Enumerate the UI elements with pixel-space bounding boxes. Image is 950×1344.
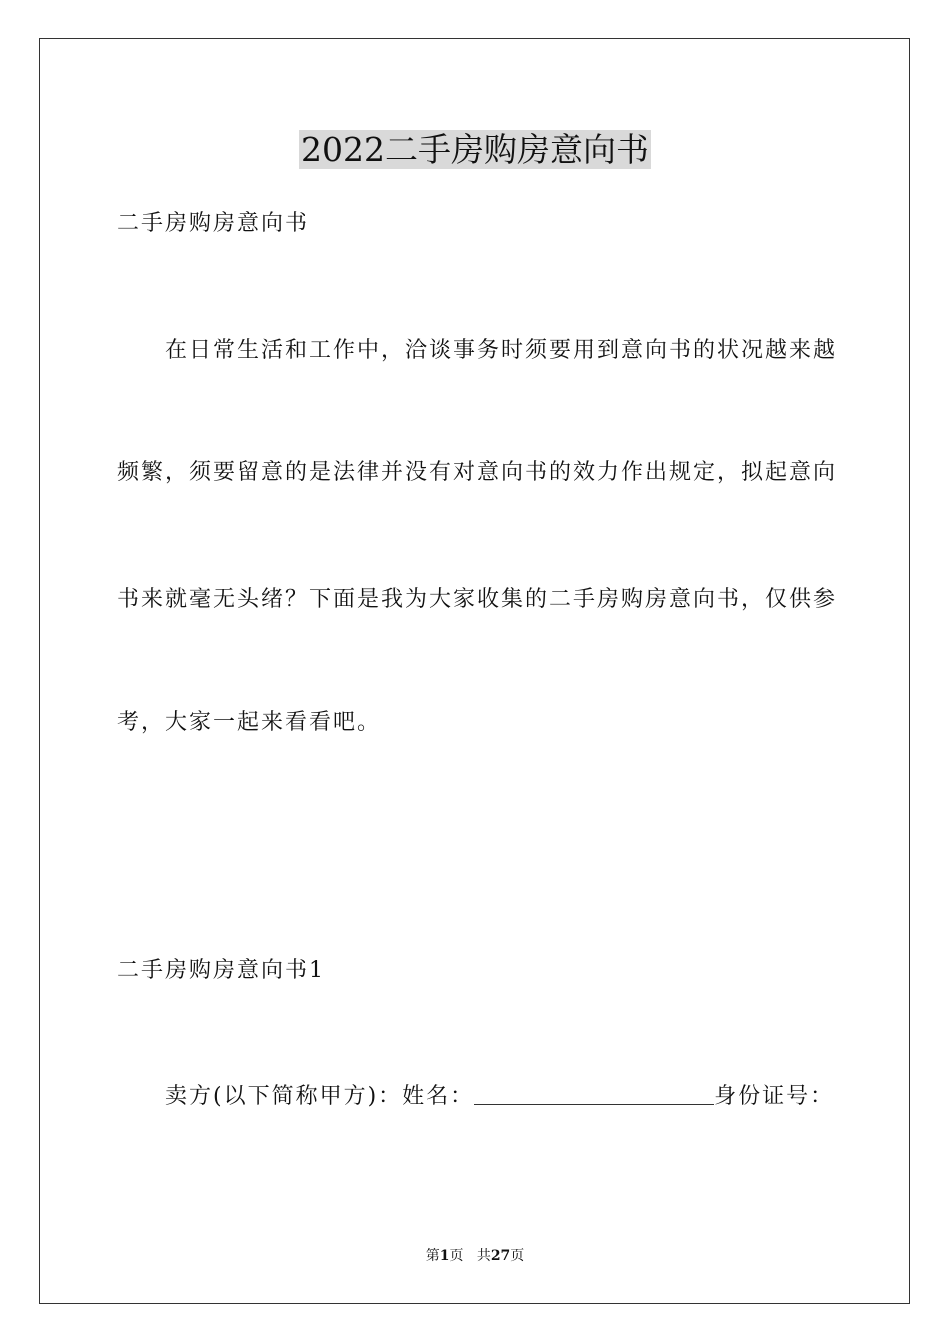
intro-line-2: 频繁，须要留意的是法律并没有对意向书的效力作出规定，拟起意向 [117,460,838,485]
subtitle: 二手房购房意向书 [117,211,310,236]
footer-total-prefix: 共 [476,1248,491,1264]
name-blank-field [474,1082,714,1105]
footer-page-suffix: 页 [449,1248,464,1264]
section-heading: 二手房购房意向书1 [117,958,325,983]
intro-line-1: 在日常生活和工作中，洽谈事务时须要用到意向书的状况越来越 [165,338,838,363]
intro-line-3: 书来就毫无头绪？下面是我为大家收集的二手房购房意向书，仅供参 [117,587,838,612]
document-title-text: 2022二手房购房意向书 [301,130,649,169]
intro-line-4: 考，大家一起来看看吧。 [117,710,382,735]
seller-line-prefix: 卖方(以下简称甲方)：姓名： [165,1084,475,1109]
document-title [0,128,950,172]
footer-page-number: 1 [439,1248,450,1264]
footer-total-suffix: 页 [510,1248,525,1264]
page-footer [0,1247,950,1265]
footer-total-number: 27 [490,1248,511,1264]
seller-line [165,1082,833,1112]
seller-line-suffix: 身份证号： [714,1084,835,1109]
footer-page-prefix: 第 [425,1248,440,1264]
